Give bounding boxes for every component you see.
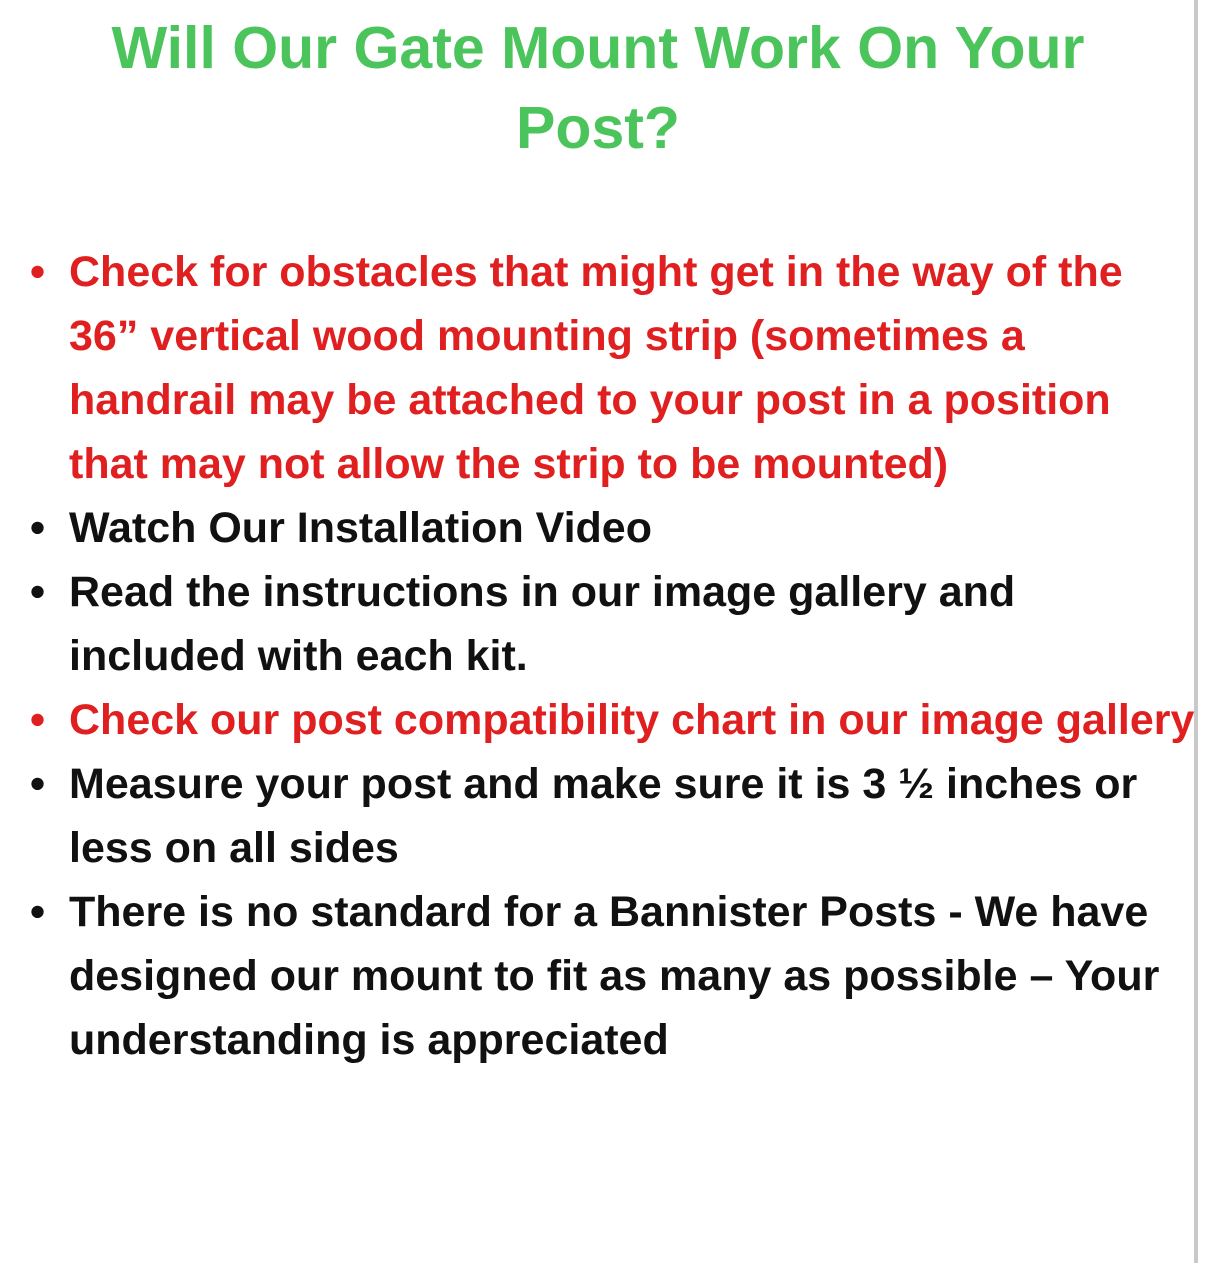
bullet-dot-icon: • [30,696,46,744]
bullet-text: Check our post compatibility chart in our image gallery [69,696,1195,744]
bullet-dot-icon: • [30,760,46,808]
bullet-compatibility-chart [30,688,1196,752]
bullet-instructions [30,560,1196,688]
bullet-text: There is no standard for a Bannister Posts - We have designed our mount to fit as many as possible – Your understanding is appreciated [69,888,1160,1064]
bullet-dot-icon: • [30,248,46,296]
bullet-obstacles [30,240,1196,496]
bullet-measure-post [30,752,1196,880]
bullet-text: Check for obstacles that might get in the way of the 36” vertical wood mounting strip (sometimes a handrail may be attached to your post in a position that may not allow the strip to be mounted) [69,248,1123,488]
bullet-list [30,240,1196,1072]
page-title: Will Our Gate Mount Work On Your Post? [111,15,1085,161]
bullet-dot-icon: • [30,568,46,616]
bullet-no-standard [30,880,1196,1072]
page-edge-divider [1194,0,1198,1263]
bullet-dot-icon: • [30,504,46,552]
bullet-dot-icon: • [30,888,46,936]
bullet-text: Measure your post and make sure it is 3 ½ inches or less on all sides [69,760,1138,872]
bullet-installation-video [30,496,1196,560]
bullet-text: Read the instructions in our image gallery and included with each kit. [69,568,1016,680]
bullet-text: Watch Our Installation Video [69,504,652,552]
